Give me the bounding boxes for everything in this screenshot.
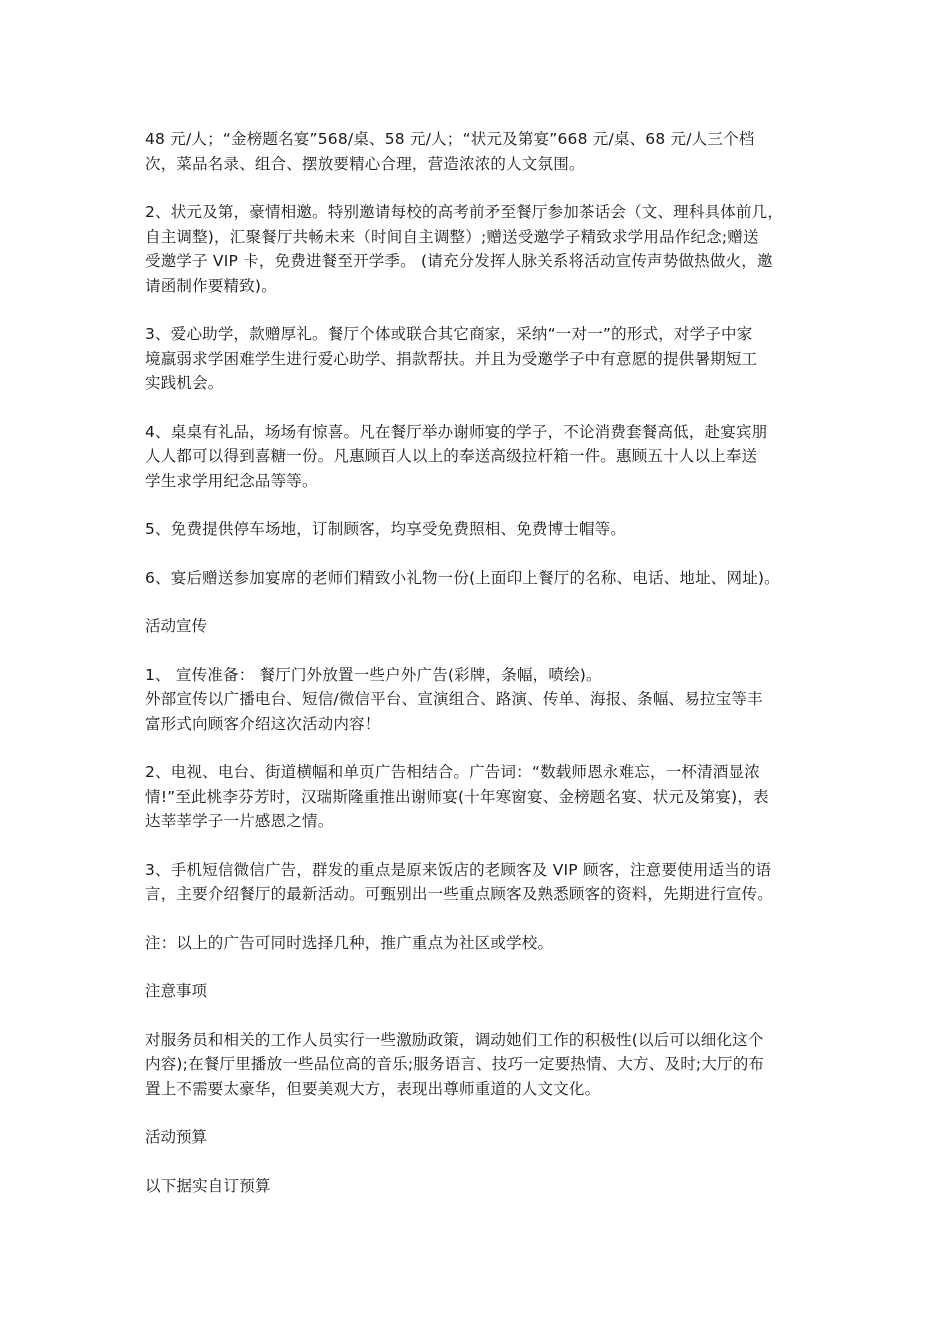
- paragraph-line: 内容);在餐厅里播放一些品位高的音乐;服务语言、技巧一定要热情、大方、及时;大厅的布: [145, 1055, 765, 1073]
- paragraph: [145, 760, 813, 834]
- paragraph: [145, 127, 813, 176]
- paragraph-line: 自主调整)，汇聚餐厅共畅未来（时间自主调整）;赠送受邀学子精致求学用品作纪念;赠送: [145, 227, 759, 246]
- paragraph: [145, 1028, 813, 1102]
- paragraph-line: 5、免费提供停车场地，订制顾客，均享受免费照相、免费博士帽等。: [145, 520, 627, 538]
- paragraph-line: 3、爱心助学，款赠厚礼。餐厅个体或联合其它商家，采纳“一对一”的形式，对学子中家: [145, 325, 753, 343]
- paragraph-line: 次，菜品名录、组合、摆放要精心合理，营造浓浓的人文氛围。: [145, 154, 585, 173]
- paragraph-line: 境羸弱求学困难学生进行爱心助学、捐款帮扶。并且为受邀学子中有意愿的提供暑期短工: [145, 349, 758, 368]
- paragraph-line: 对服务员和相关的工作人员实行一些激励政策，调动她们工作的积极性(以后可以细化这个: [145, 1030, 764, 1049]
- paragraph: [145, 200, 813, 298]
- paragraph: [145, 322, 813, 396]
- paragraph: [145, 566, 813, 591]
- paragraph-line: 注：以上的广告可同时选择几种，推广重点为社区或学校。: [145, 933, 554, 952]
- section-heading: 活动宣传: [145, 617, 208, 635]
- paragraph-line: 2、电视、电台、街道横幅和单页广告相结合。广告词：“数载师恩永难忘，一杯清酒显浓: [145, 763, 760, 781]
- paragraph: [145, 858, 813, 907]
- document-page: [145, 127, 813, 1222]
- section-heading: 活动预算: [145, 1128, 208, 1146]
- paragraph: [145, 1174, 813, 1199]
- paragraph-line: 6、宴后赠送参加宴席的老师们精致小礼物一份(上面印上餐厅的名称、电话、地址、网址)。: [145, 568, 780, 587]
- paragraph-line: 情!”至此桃李芬芳时，汉瑞斯隆重推出谢师宴(十年寒窗宴、金榜题名宴、状元及第宴)，表: [145, 787, 769, 806]
- paragraph: [145, 663, 813, 688]
- paragraph: [145, 420, 813, 494]
- paragraph-line: 人人都可以得到喜糖一份。凡惠顾百人以上的奉送高级拉杆箱一件。惠顾五十人以上奉送: [145, 447, 758, 465]
- paragraph-line: 4、桌桌有礼品，场场有惊喜。凡在餐厅举办谢师宴的学子，不论消费套餐高低，赴宴宾朋: [145, 422, 768, 441]
- paragraph: [145, 517, 813, 542]
- paragraph-line: 3、手机短信微信广告，群发的重点是原来饭店的老顾客及 VIP 顾客，注意要使用适当的语: [145, 860, 772, 879]
- paragraph-line: 2、状元及第，豪情相邀。特别邀请每校的高考前矛至餐厅参加茶话会（文、理科具体前几，: [145, 203, 784, 221]
- paragraph-line: 受邀学子 VIP 卡，免费进餐至开学季。 (请充分发挥人脉关系将活动宣传声势做热做火，邀: [145, 252, 773, 270]
- paragraph-line: 请函制作要精致)。: [145, 276, 277, 295]
- paragraph-line: 言，主要介绍餐厅的最新活动。可甄别出一些重点顾客及熟悉顾客的资料，先期进行宣传。: [145, 885, 774, 903]
- paragraph-line: 以下据实自订预算: [145, 1176, 271, 1195]
- paragraph: [145, 687, 813, 736]
- paragraph-line: 置上不需要太豪华，但要美观大方，表现出尊师重道的人文文化。: [145, 1079, 601, 1098]
- paragraph-line: 1、 宣传准备： 餐厅门外放置一些户外广告(彩牌，条幅，喷绘)。: [145, 665, 602, 684]
- paragraph-line: 学生求学用纪念品等等。: [145, 471, 318, 490]
- paragraph-line: 实践机会。: [145, 374, 224, 392]
- paragraph: [145, 931, 813, 956]
- section-heading: 注意事项: [145, 982, 208, 1000]
- paragraph-line: 达莘莘学子一片感恩之情。: [145, 812, 334, 830]
- paragraph-line: 48 元/人；“金榜题名宴”568/桌、58 元/人；“状元及第宴”668 元/桌、68 元/人三个档: [145, 130, 755, 148]
- paragraph-line: 外部宣传以广播电台、短信/微信平台、宣演组合、路演、传单、海报、条幅、易拉宝等丰: [145, 690, 763, 708]
- paragraph-line: 富形式向顾客介绍这次活动内容！: [145, 714, 381, 733]
